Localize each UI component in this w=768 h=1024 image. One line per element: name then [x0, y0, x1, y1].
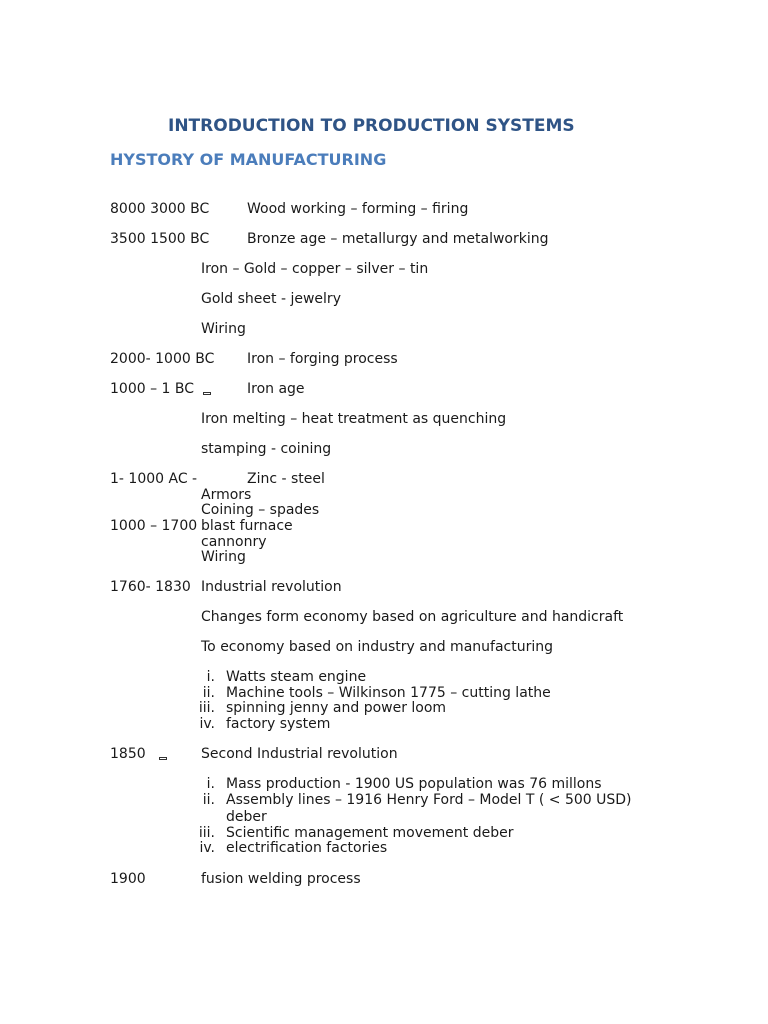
placeholder-box-icon — [203, 392, 211, 395]
entry-text: Second Industrial revolution — [201, 746, 398, 762]
entry-detail: Wiring — [201, 321, 246, 337]
list-marker: iv. — [199, 840, 215, 856]
page-title: INTRODUCTION TO PRODUCTION SYSTEMS — [168, 116, 575, 136]
list-item: Machine tools – Wilkinson 1775 – cutting lathe — [226, 685, 551, 701]
list-marker: ii. — [202, 792, 215, 808]
list-marker: iv. — [199, 716, 215, 732]
list-marker: i. — [206, 669, 215, 685]
list-marker: ii. — [202, 685, 215, 701]
section-heading: HYSTORY OF MANUFACTURING — [110, 150, 387, 169]
entry-date: 1760- 1830 — [110, 579, 191, 595]
entry-detail: To economy based on industry and manufacturing — [201, 639, 553, 655]
entry-detail: cannonry — [201, 534, 267, 550]
entry-date: 1000 – 1 BC — [110, 381, 195, 397]
entry-detail: Wiring — [201, 549, 246, 565]
entry-detail: Gold sheet - jewelry — [201, 291, 341, 307]
entry-detail: Armors — [201, 487, 252, 503]
list-item: Mass production - 1900 US population was 76 millons — [226, 776, 602, 792]
list-item: Scientific management movement deber — [226, 825, 514, 841]
entry-date: 3500 1500 BC — [110, 231, 210, 247]
list-item: electrification factories — [226, 840, 388, 856]
list-item-continuation: deber — [226, 809, 267, 825]
list-item: Assembly lines – 1916 Henry Ford – Model T ( < 500 USD) — [226, 792, 632, 808]
list-marker: iii. — [198, 825, 215, 841]
placeholder-box-icon — [159, 757, 167, 760]
entry-date: 1000 – 1700 — [110, 518, 198, 534]
entry-text: blast furnace — [201, 518, 293, 534]
entry-text: Iron age — [247, 381, 305, 397]
entry-detail: Iron – Gold – copper – silver – tin — [201, 261, 429, 277]
entry-text: fusion welding process — [201, 871, 361, 887]
entry-text: Wood working – forming – firing — [247, 201, 469, 217]
entry-date: 1- 1000 AC - — [110, 471, 198, 487]
entry-detail: stamping - coining — [201, 441, 332, 457]
entry-date: 8000 3000 BC — [110, 201, 210, 217]
entry-text: Iron – forging process — [247, 351, 398, 367]
entry-date: 1850 — [110, 746, 146, 762]
entry-text: Zinc - steel — [247, 471, 325, 487]
entry-detail: Iron melting – heat treatment as quenching — [201, 411, 507, 427]
entry-text: Bronze age – metallurgy and metalworking — [247, 231, 549, 247]
list-item: factory system — [226, 716, 331, 732]
list-marker: iii. — [198, 700, 215, 716]
list-item: Watts steam engine — [226, 669, 367, 685]
entry-detail: Changes form economy based on agriculture and handicraft — [201, 609, 624, 625]
entry-date: 2000- 1000 BC — [110, 351, 215, 367]
entry-date: 1900 — [110, 871, 146, 887]
list-marker: i. — [206, 776, 215, 792]
entry-text: Industrial revolution — [201, 579, 342, 595]
entry-detail: Coining – spades — [201, 502, 320, 518]
list-item: spinning jenny and power loom — [226, 700, 447, 716]
